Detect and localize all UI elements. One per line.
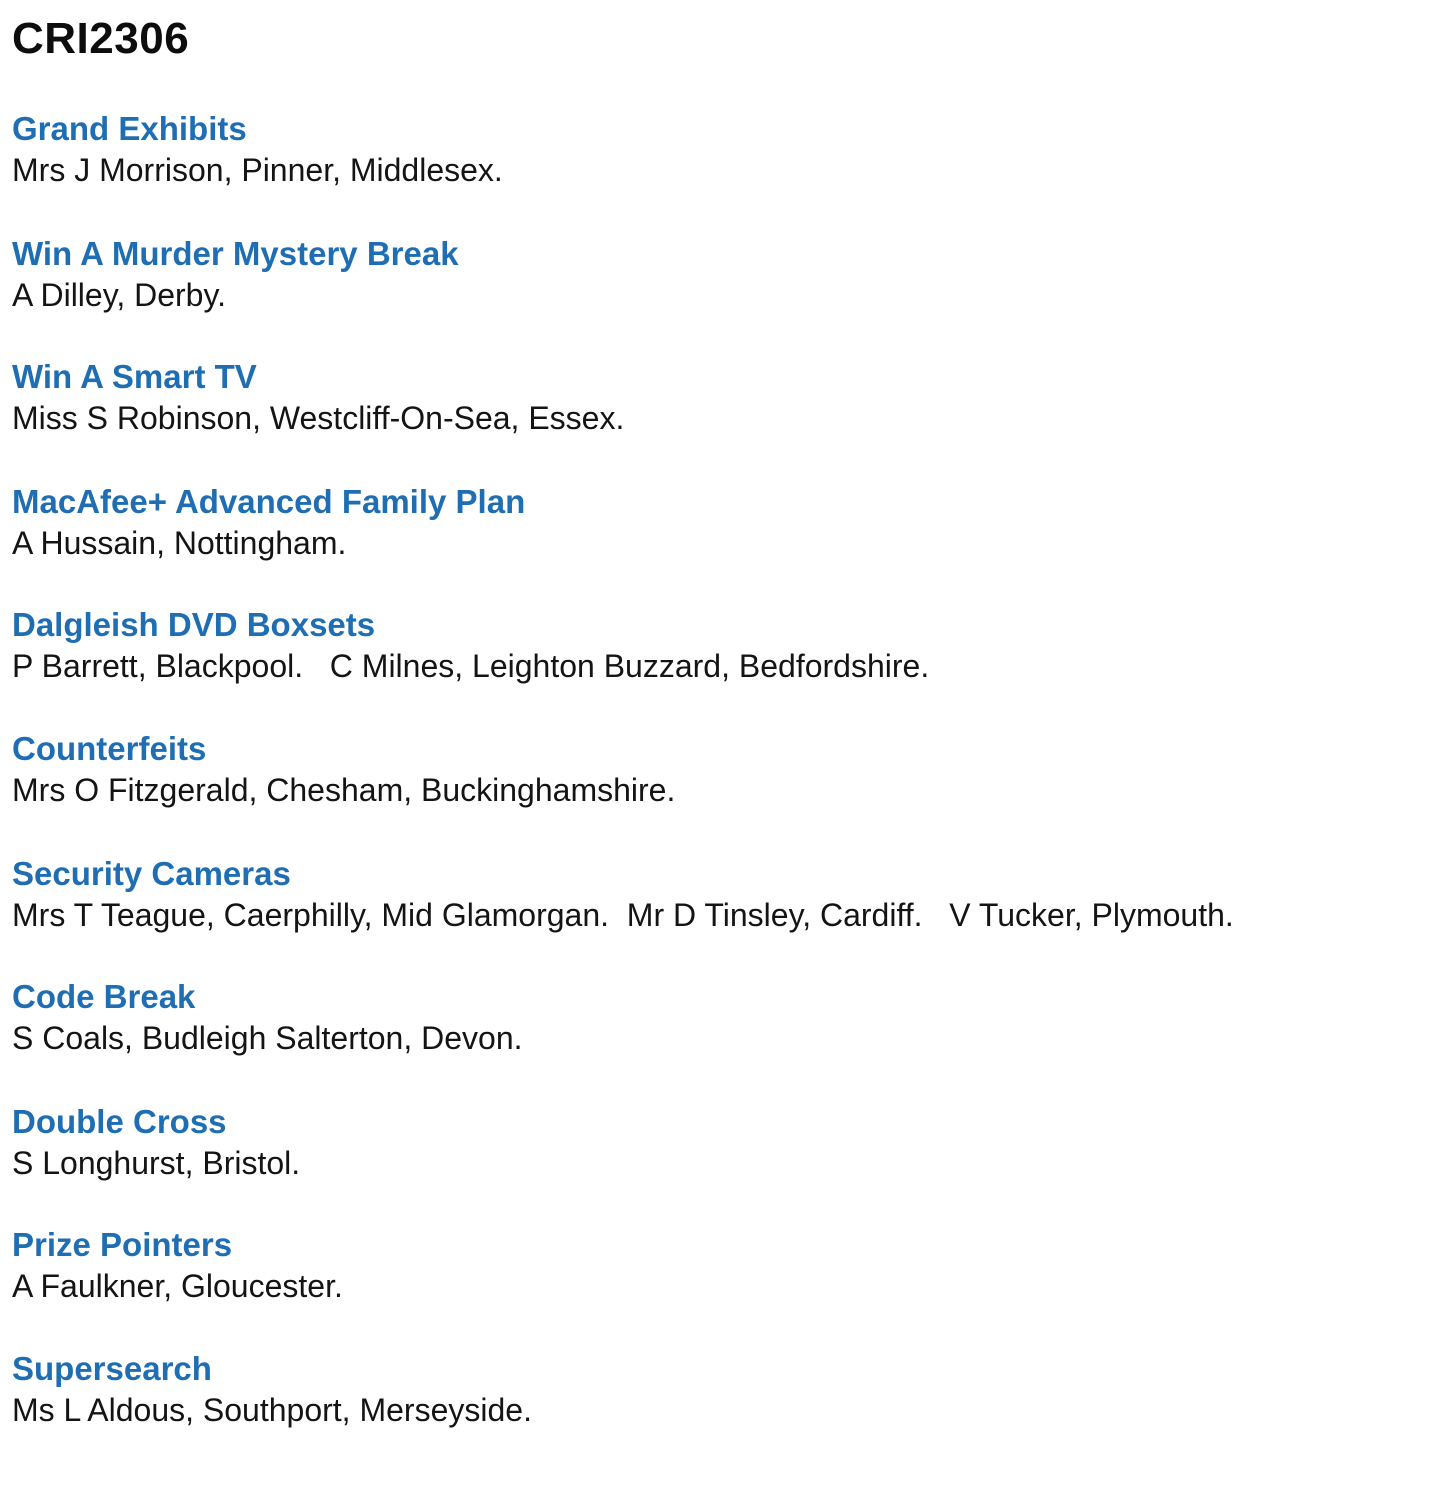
competition-section-grand-exhibits bbox=[12, 110, 1412, 189]
competition-section-code-break bbox=[12, 978, 1412, 1057]
competition-section-macafee-family-plan bbox=[12, 483, 1412, 562]
page-title: CRI2306 bbox=[12, 14, 190, 63]
winners-list: P Barrett, Blackpool. C Milnes, Leighton Buzzard, Bedfordshire. bbox=[12, 648, 930, 684]
winners-list: S Longhurst, Bristol. bbox=[12, 1145, 301, 1181]
winners-list: A Dilley, Derby. bbox=[12, 277, 226, 313]
winners-list: Ms L Aldous, Southport, Merseyside. bbox=[12, 1392, 532, 1428]
winners-list: A Faulkner, Gloucester. bbox=[12, 1268, 343, 1304]
competition-heading: Grand Exhibits bbox=[12, 110, 247, 147]
competition-heading: Prize Pointers bbox=[12, 1226, 233, 1263]
competition-section-double-cross bbox=[12, 1103, 1412, 1182]
winners-list: Miss S Robinson, Westcliff-On-Sea, Essex. bbox=[12, 400, 625, 436]
winners-list: Mrs O Fitzgerald, Chesham, Buckinghamshire. bbox=[12, 772, 676, 808]
competition-section-smart-tv bbox=[12, 358, 1412, 437]
competition-heading: Win A Smart TV bbox=[12, 358, 257, 395]
competition-heading: Supersearch bbox=[12, 1350, 212, 1387]
competition-heading: MacAfee+ Advanced Family Plan bbox=[12, 483, 526, 520]
competition-section-counterfeits bbox=[12, 730, 1412, 809]
competition-section-murder-mystery-break bbox=[12, 235, 1412, 314]
competition-heading: Win A Murder Mystery Break bbox=[12, 235, 459, 272]
winners-list: A Hussain, Nottingham. bbox=[12, 525, 347, 561]
competition-heading: Code Break bbox=[12, 978, 196, 1015]
competition-section-dalgleish-dvd-boxsets bbox=[12, 606, 1412, 685]
competition-section-supersearch bbox=[12, 1350, 1412, 1429]
winners-list: Mrs T Teague, Caerphilly, Mid Glamorgan. Mr D Tinsley, Cardiff. V Tucker, Plymouth. bbox=[12, 897, 1234, 933]
competition-heading: Double Cross bbox=[12, 1103, 227, 1140]
competition-heading: Dalgleish DVD Boxsets bbox=[12, 606, 376, 643]
competition-heading: Counterfeits bbox=[12, 730, 207, 767]
competition-heading: Security Cameras bbox=[12, 855, 291, 892]
winners-list: S Coals, Budleigh Salterton, Devon. bbox=[12, 1020, 523, 1056]
competition-section-prize-pointers bbox=[12, 1226, 1412, 1305]
competition-section-security-cameras bbox=[12, 855, 1412, 934]
winners-list: Mrs J Morrison, Pinner, Middlesex. bbox=[12, 152, 503, 188]
